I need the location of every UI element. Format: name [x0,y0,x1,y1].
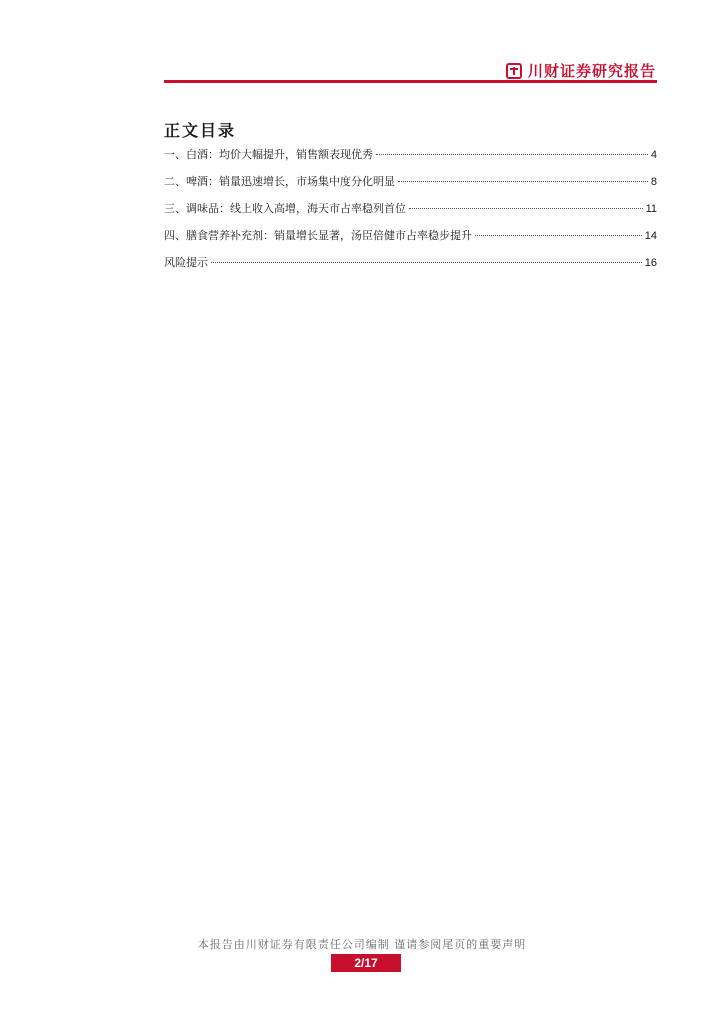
toc-entry-page: 4 [650,149,657,161]
toc-entry[interactable] [164,146,657,173]
toc-leader-dots [409,208,643,209]
toc-entry-text: 二、啤酒：销量迅速增长，市场集中度分化明显 [164,175,395,188]
toc-entry-text: 三、调味品：线上收入高增，海天市占率稳列首位 [164,202,406,215]
toc-entry-text: 一、白酒：均价大幅提升，销售额表现优秀 [164,148,373,161]
toc-leader-dots [398,181,648,182]
toc-title: 正文目录 [164,121,237,140]
toc-entry[interactable] [164,200,657,227]
toc-leader-dots [475,235,642,236]
footer-disclaimer: 本报告由川财证券有限责任公司编制 谨请参阅尾页的重要声明 [197,938,527,951]
header-rule [164,80,657,83]
toc-entry[interactable] [164,173,657,200]
page-number-badge: 2/17 [331,954,401,972]
toc-entry-page: 14 [644,230,657,242]
table-of-contents [164,146,657,281]
toc-entry[interactable] [164,254,657,281]
toc-leader-dots [376,154,648,155]
toc-entry-text: 风险提示 [164,256,208,269]
toc-entry-page: 8 [650,176,657,188]
toc-leader-dots [211,262,642,263]
toc-entry-page: 11 [645,203,657,215]
toc-entry[interactable] [164,227,657,254]
header-brand [506,60,656,81]
brand-name: 川财证券研究报告 [527,62,656,80]
toc-entry-page: 16 [644,257,657,269]
chuancai-logo-icon [506,63,522,79]
toc-entry-text: 四、膳食营养补充剂：销量增长显著，汤臣倍健市占率稳步提升 [164,229,472,242]
